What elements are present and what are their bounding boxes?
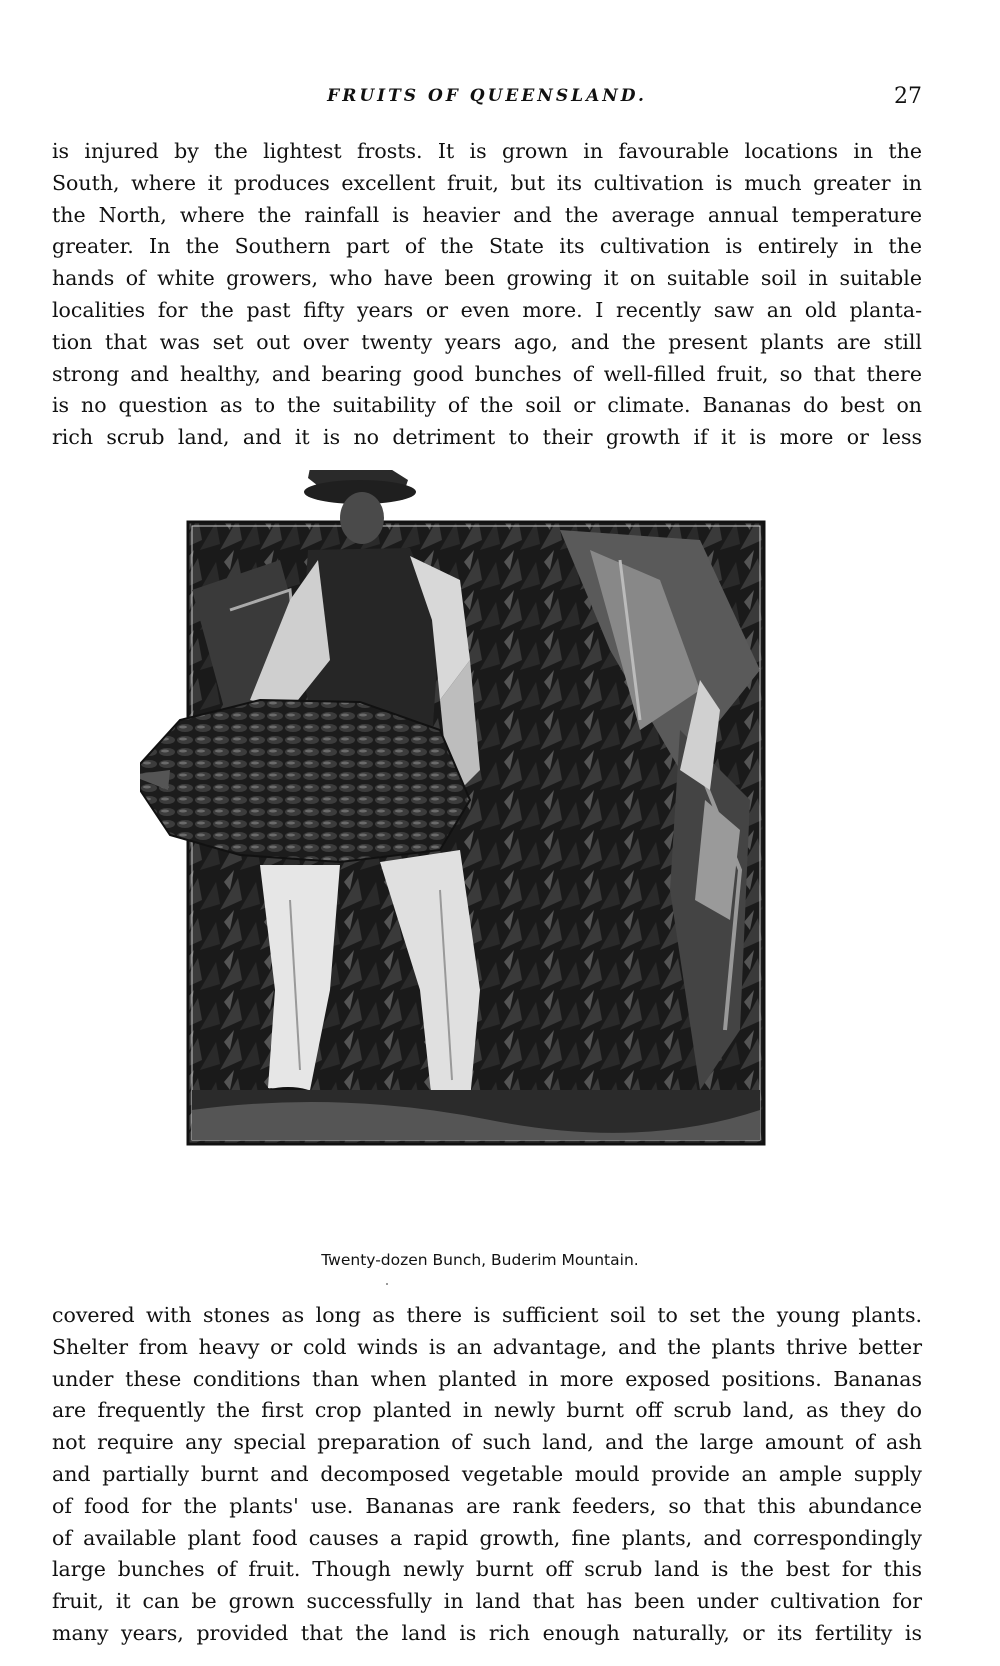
text-line: rich scrub land, and it is no detriment to their growth if it is more or less <box>52 425 922 450</box>
text-line: not require any special preparation of such land, and the large amount of ash <box>52 1430 922 1455</box>
top-paragraph <box>52 136 922 454</box>
text-line: are frequently the first crop planted in newly burnt off scrub land, as they do <box>52 1398 922 1423</box>
text-line: South, where it produces excellent fruit, but its cultivation is much greater in <box>52 170 922 195</box>
text-line: and partially burnt and decomposed vegetable mould provide an ample supply <box>52 1461 922 1486</box>
text-line: is injured by the lightest frosts. It is grown in favourable locations in the <box>52 139 922 163</box>
banana-bunch <box>140 700 470 862</box>
text-line: of food for the plants' use. Bananas are rank feeders, so that this abundance <box>52 1493 922 1518</box>
bottom-paragraph <box>52 1300 922 1650</box>
running-head <box>52 86 922 116</box>
text-line: many years, provided that the land is rich enough naturally, or its fertility is <box>52 1620 922 1645</box>
figure-caption: Twenty-dozen Bunch, Buderim Mountain. <box>321 1251 639 1269</box>
text-line: fruit, it can be grown successfully in land that has been under cultivation for <box>52 1589 922 1614</box>
banana-bunch-photo <box>140 470 820 1230</box>
text-line: localities for the past fifty years or even more. I recently saw an old planta- <box>52 297 922 322</box>
text-line: large bunches of fruit. Though newly burnt off scrub land is the best for this <box>52 1557 922 1582</box>
banana-bunch-photo-figure <box>140 470 820 1230</box>
caption-dot <box>386 1283 388 1285</box>
page-number: 27 <box>894 84 922 109</box>
text-line: covered with stones as long as there is sufficient soil to set the young plants. <box>52 1303 922 1327</box>
text-line: is no question as to the suitability of the soil or climate. Bananas do best on <box>52 393 922 418</box>
text-line: hands of white growers, who have been growing it on suitable soil in suitable <box>52 266 922 291</box>
text-line: tion that was set out over twenty years ago, and the present plants are still <box>52 329 922 354</box>
text-line: under these conditions than when planted in more exposed positions. Bananas <box>52 1366 922 1391</box>
text-line: of available plant food causes a rapid growth, fine plants, and correspondingly <box>52 1525 922 1550</box>
text-line: strong and healthy, and bearing good bunches of well-filled fruit, so that there <box>52 361 922 386</box>
text-line: the North, where the rainfall is heavier and the average annual temperature <box>52 202 922 227</box>
running-title: FRUITS OF QUEENSLAND. <box>327 86 647 106</box>
text-line: Shelter from heavy or cold winds is an advantage, and the plants thrive better <box>52 1334 922 1359</box>
text-line: greater. In the Southern part of the State its cultivation is entirely in the <box>52 234 922 259</box>
